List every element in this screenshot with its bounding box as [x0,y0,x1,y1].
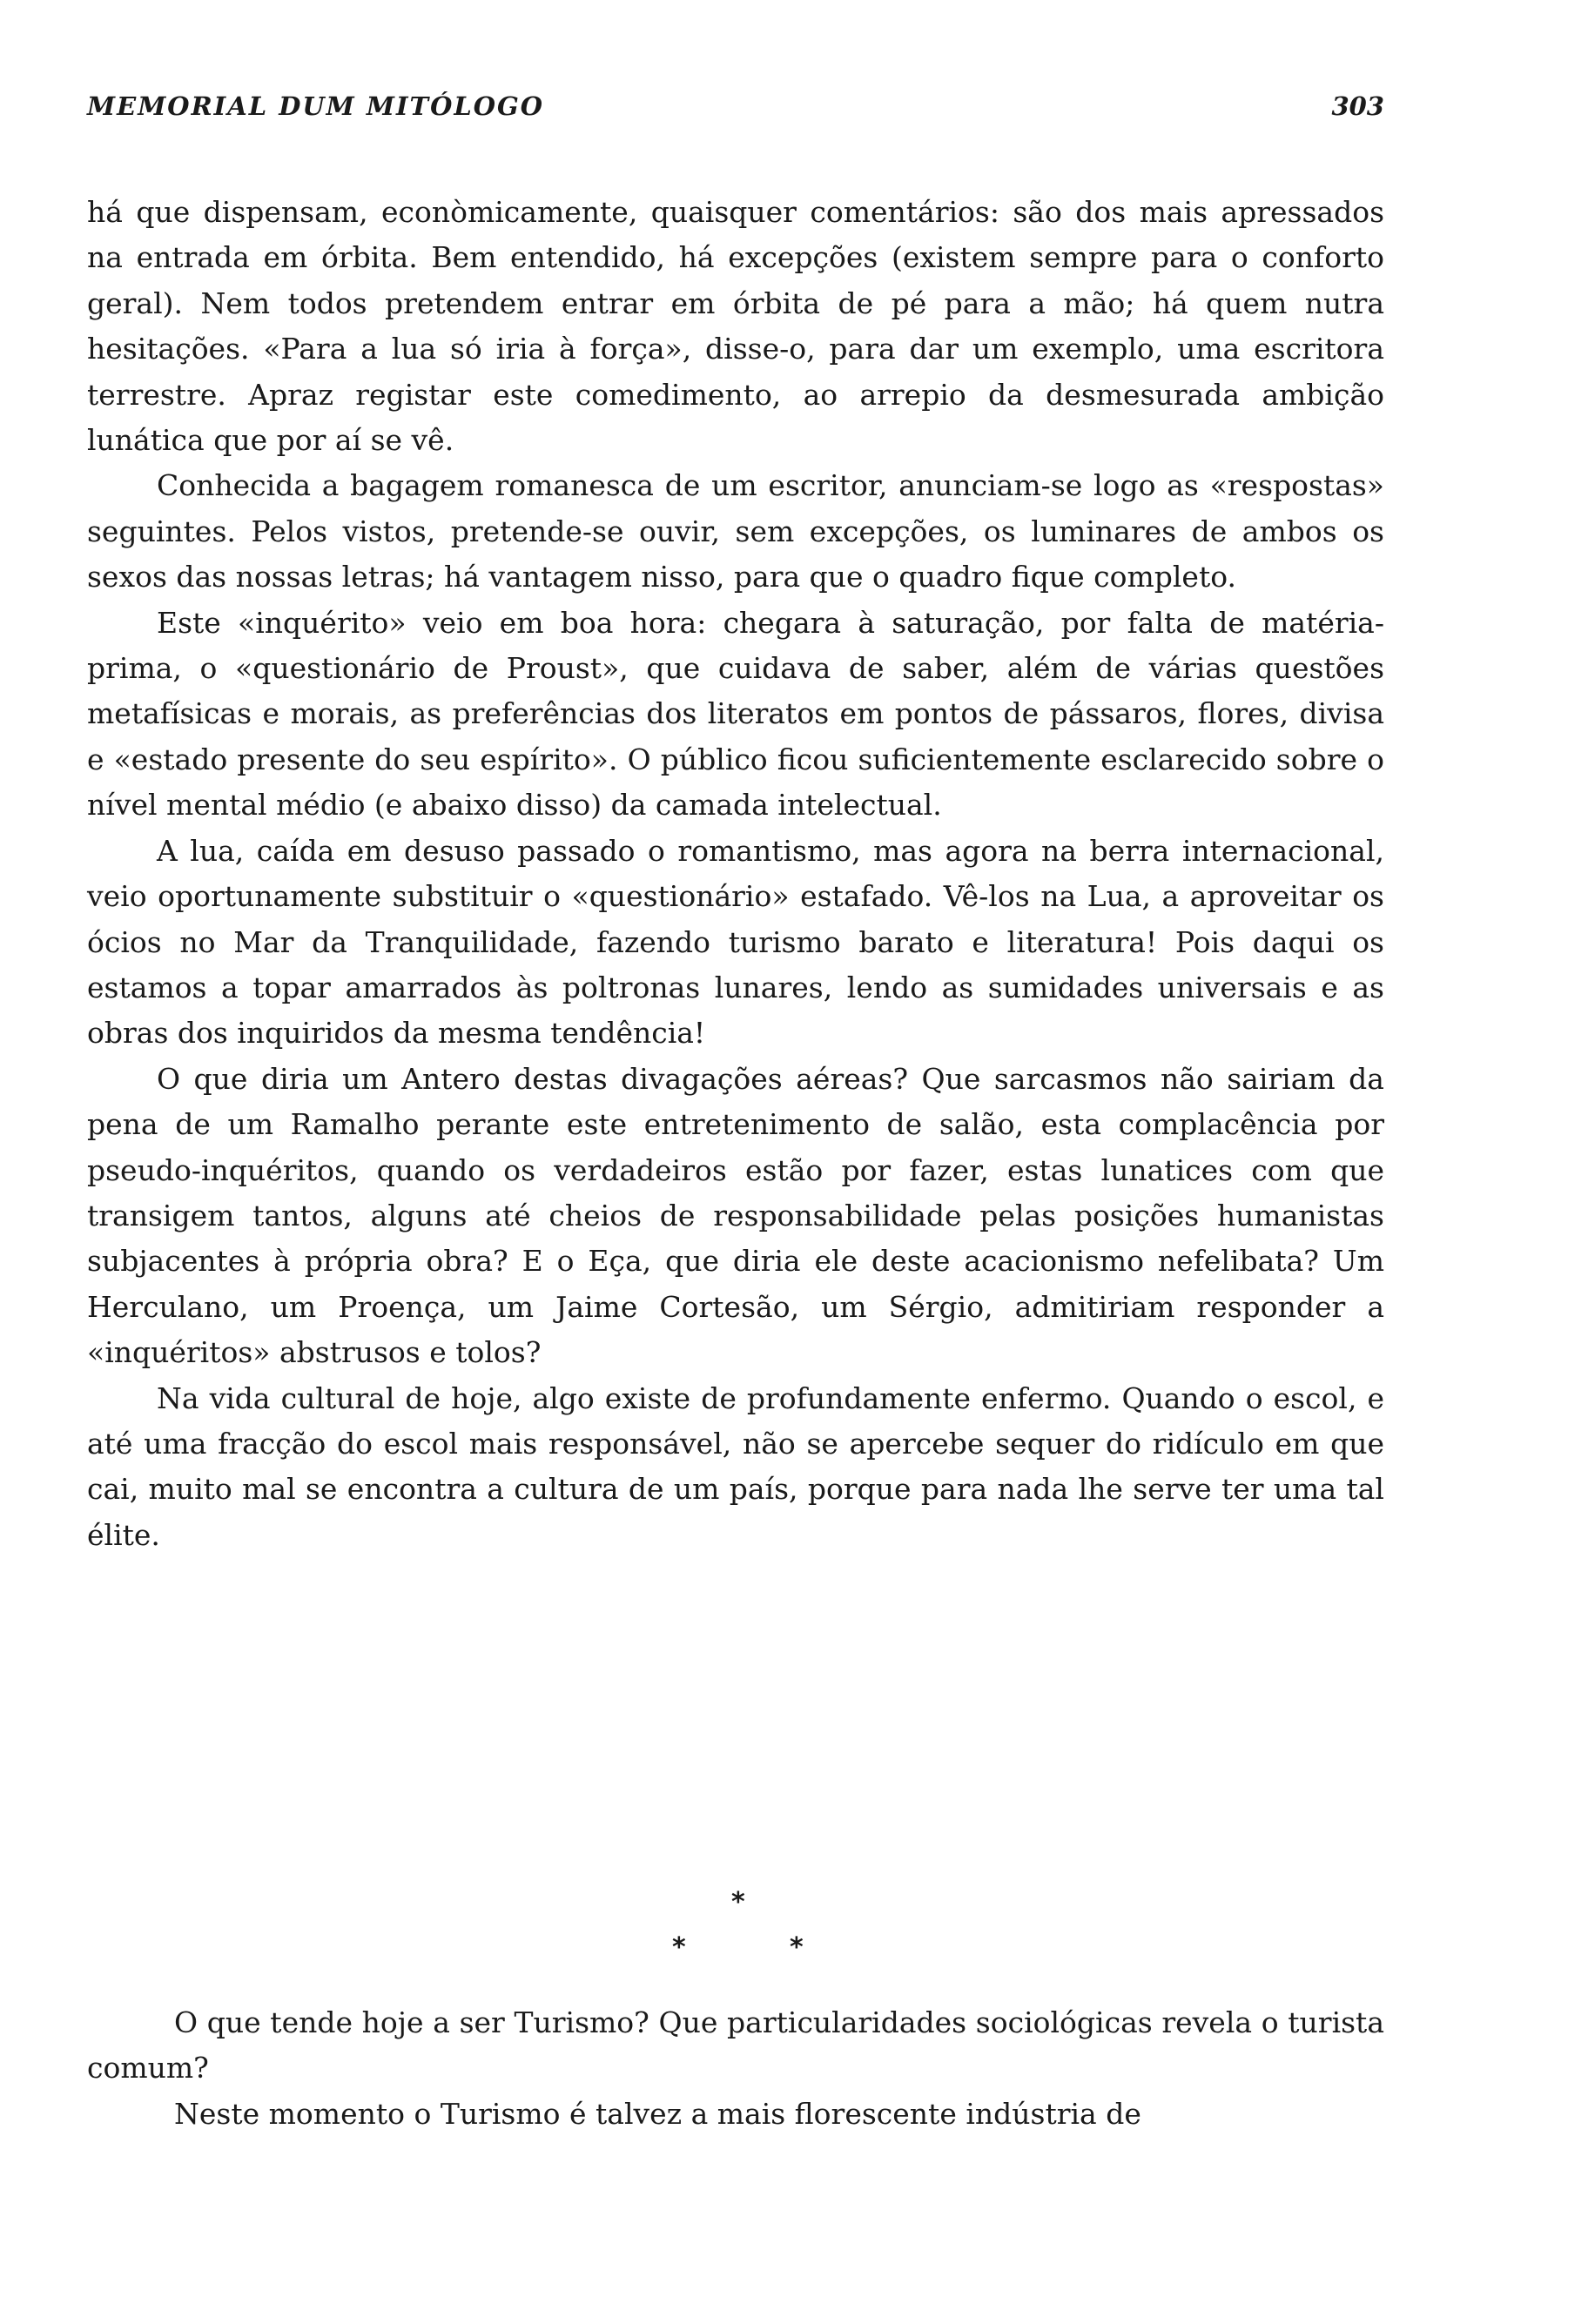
running-head [87,91,1384,135]
paragraph-4: A lua, caída em desuso passado o romantismo, mas agora na berra internacional, veio oportunamente substituir o «questionário» estafado. Vê-los na Lua, a aproveitar os ócios no Mar da Tranquilidade, fazendo turismo barato e literatura! Pois daqui os estamos a topar amarrados às poltronas lunares, lendo as sumidades universais e as obras dos inquiridos da mesma tendência! [87,833,1384,1051]
paragraph-1: há que dispensam, econòmicamente, quaisquer comentários: são dos mais apressados na entrada em órbita. Bem entendido, há excepções (existem sempre para o conforto geral). Nem todos pretendem entrar em órbita de pé para a mão; há quem nutra hesitações. «Para a lua só iria à força», disse-o, para dar um exemplo, uma escritora terrestre. Apraz registar este comedimento, ao arrepio da desmesurada ambição lunática que por aí se vê. [87,195,1384,458]
body-text-after-break [87,2000,1384,2137]
page-number: 303 [1331,91,1384,121]
paragraph-7: O que tende hoje a ser Turismo? Que particularidades sociológicas revela o turista comum? [87,2005,1384,2086]
paragraph-3: Este «inquérito» veio em boa hora: chegara à saturação, por falta de matéria-prima, o «questionário de Proust», que cuidava de saber, além de várias questões metafísicas e morais, as preferências dos literatos em pontos de pássaros, flores, divisa e «estado presente do seu espírito». O público ficou suficientemente esclarecido sobre o nível mental médio (e abaixo disso) da camada intelectual. [87,605,1384,823]
asterism-star-top: * [731,1887,745,1918]
paragraph-5: O que diria um Antero destas divagações aéreas? Que sarcasmos não sairiam da pena de um Ramalho perante este entretenimento de salão, esta complacência por pseudo-inquéritos, quando os verdadeiros estão por fazer, estas lunatices com que transigem tantos, alguns até cheios de responsabilidade pelas posições humanistas subjacentes à própria obra? E o Eça, que diria ele deste acacionismo nefelibata? Um Herculano, um Proença, um Jaime Cortesão, um Sérgio, admitiriam responder a «inquéritos» abstrusos e tolos? [87,1061,1384,1370]
paragraph-6: Na vida cultural de hoje, algo existe de profundamente enfermo. Quando o escol, e até uma fracção do escol mais responsável, não se apercebe sequer do ridículo em que cai, muito mal se encontra a cultura de um país, porque para nada lhe serve ter uma tal élite. [87,1380,1384,1552]
running-title: MEMORIAL DUM MITÓLOGO [87,91,545,121]
paragraph-2: Conhecida a bagagem romanesca de um escritor, anunciam-se logo as «respostas» seguintes. Pelos vistos, pretende-se ouvir, sem excepções, os luminares de ambos os sexos das nossas letras; há vantagem nisso, para que o quadro fique completo. [87,468,1384,594]
asterism-star-left: * [672,1932,686,1963]
asterism-star-right: * [790,1932,804,1963]
paragraph-8: Neste momento o Turismo é talvez a mais florescente indústria de [174,2096,1141,2131]
body-text [87,190,1384,1558]
